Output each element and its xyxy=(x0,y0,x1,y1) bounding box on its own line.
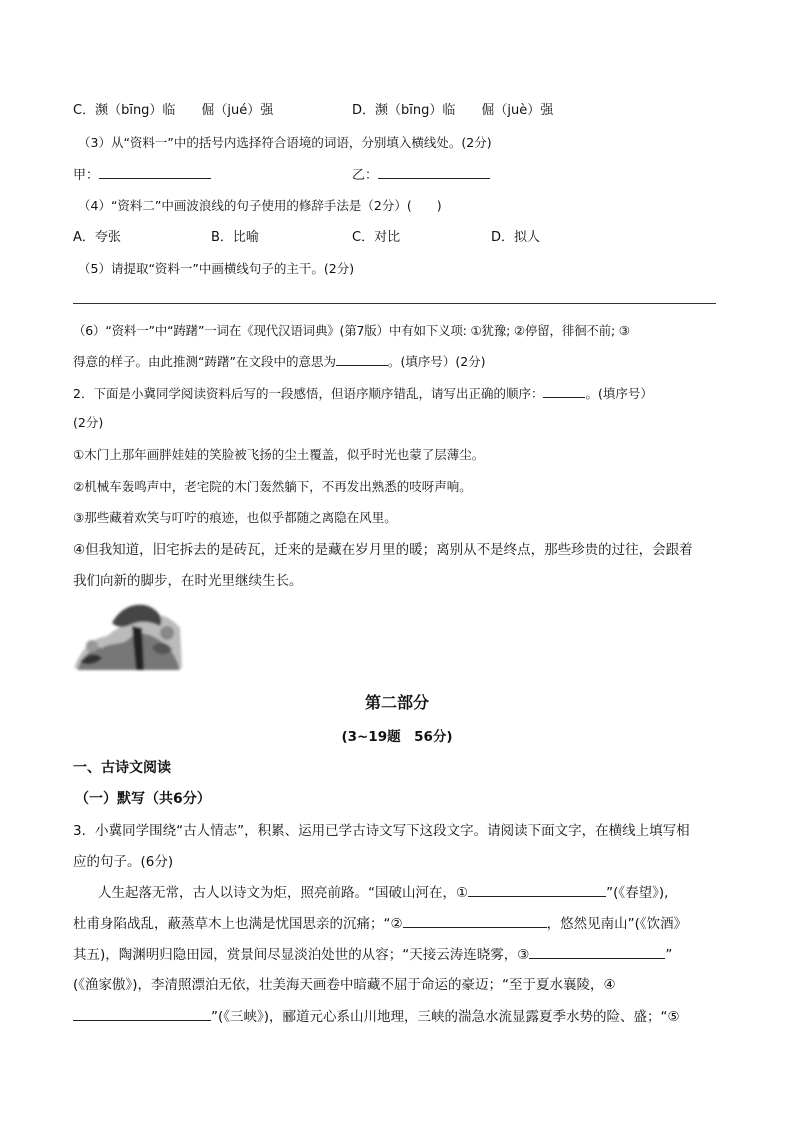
jia-label: 甲： xyxy=(73,168,100,183)
q3-p4: (《渔家傲》)，李清照漂泊无依，壮美海天画卷中暗藏不屈于命运的豪迈；“至于夏水襄陵，④ xyxy=(73,977,616,993)
q2-sentence-2: ②机械车轰鸣声中，老宅院的木门轰然躺下，不再发出熟悉的吱呀声响。 xyxy=(73,479,472,494)
yi-blank[interactable] xyxy=(378,164,490,179)
q3-blank-1[interactable] xyxy=(468,882,606,897)
q2-sentence-3: ③那些藏着欢笑与叮咛的痕迹，也似乎都随之离隐在风里。 xyxy=(73,510,397,525)
part2-subtitle: (3~19题 56分) xyxy=(341,729,453,745)
q1-4-prompt: （4）“资料二”中画波浪线的句子使用的修辞手法是（2分）( ) xyxy=(78,198,442,213)
q1-6-line1: （6）“资料一”中“踌躇”一词在《现代汉语词典》(第7版）中有如下义项: ①犹豫; ②停留，徘徊不前; ③ xyxy=(73,323,630,338)
q3-p1-tail: ”(《春望》), xyxy=(606,885,669,901)
q3-p3-tail: ” xyxy=(665,947,673,963)
ink-painting-image xyxy=(72,598,184,672)
q1-6-text-a: 得意的样子。由此推测“踌躇”在文段中的意思为 xyxy=(73,354,336,369)
q2-sentence-4b: 我们向新的脚步，在时光里继续生长。 xyxy=(73,573,303,589)
q3-p1-text: 人生起落无常，古人以诗文为炬，照亮前路。“国破山河在，① xyxy=(98,885,469,901)
q1-6-text-b: 。(填序号）(2分) xyxy=(387,354,486,369)
jia-blank[interactable] xyxy=(99,164,211,179)
q3-p5-text: ”(《三峡》)，郦道元心系山川地理，三峡的湍急水流显露夏季水势的险、盛；“⑤ xyxy=(211,1009,680,1025)
option-b[interactable]: B．比喻 xyxy=(211,230,259,245)
q3-p3 xyxy=(73,944,672,965)
q3-p3-text: 其五)，陶渊明归隐田园，赏景间尽显淡泊处世的从容；“天接云涛连晓雾，③ xyxy=(73,947,530,963)
q2-score: (2分) xyxy=(73,415,104,430)
option-d: D．濒（bīng）临 倔（juè）强 xyxy=(352,103,554,118)
q3-p2-text: 杜甫身陷战乱，蔽蒸草木上也满是忧国思亲的沉痛；“② xyxy=(73,916,403,932)
option-a[interactable]: A．夸张 xyxy=(73,230,121,245)
section1-sub: （一）默写（共6分） xyxy=(75,791,211,807)
q3-p5 xyxy=(73,1006,680,1027)
option-d2[interactable]: D．拟人 xyxy=(491,230,541,245)
q2-text-b: 。(填序号） xyxy=(585,386,653,401)
part2-title: 第二部分 xyxy=(364,693,429,712)
q3-p2-tail: ，悠然见南山”(《饮酒》 xyxy=(546,916,688,932)
q2-sentence-4a: ④但我知道，旧宅拆去的是砖瓦，迁来的是藏在岁月里的暖；离别从不是终点，那些珍贵的过往，会跟着 xyxy=(73,542,693,558)
q2-blank[interactable] xyxy=(543,383,585,398)
q2-sentence-1: ①木门上那年画胖娃娃的笑脸被飞扬的尘土覆盖，似乎时光也蒙了层薄尘。 xyxy=(73,447,485,462)
q1-3-prompt: （3）从“资料一”中的括号内选择符合语境的词语，分别填入横线处。(2分) xyxy=(78,135,492,150)
q1-5-prompt: （5）请提取“资料一”中画横线句子的主干。(2分) xyxy=(78,261,355,276)
option-c2[interactable]: C．对比 xyxy=(352,230,401,245)
section1-title: 一、古诗文阅读 xyxy=(73,760,171,776)
q3-blank-3[interactable] xyxy=(529,944,665,959)
q1-6-blank[interactable] xyxy=(336,351,388,366)
q1-6-line2 xyxy=(73,351,486,372)
q3-line1: 3．小冀同学围绕“古人情志”，积累、运用已学古诗文写下这段文字。请阅读下面文字，在横线上填写相 xyxy=(73,823,690,839)
q2-text-a: 2．下面是小冀同学阅读资料后写的一段感悟，但语序顺序错乱，请写出正确的顺序： xyxy=(73,386,544,401)
option-c: C．濒（bīng）临 倔（jué）强 xyxy=(73,103,274,118)
q3-p1 xyxy=(98,882,668,903)
answer-line[interactable] xyxy=(73,303,716,304)
q3-blank-2[interactable] xyxy=(403,913,547,928)
q1-3-jia xyxy=(73,164,211,186)
q3-blank-4[interactable] xyxy=(73,1006,211,1021)
q3-p2 xyxy=(73,913,687,934)
yi-label: 乙： xyxy=(352,168,379,183)
q3-line2: 应的句子。(6分) xyxy=(73,854,174,870)
q2-line1 xyxy=(73,383,653,404)
q1-3-yi xyxy=(352,164,490,186)
